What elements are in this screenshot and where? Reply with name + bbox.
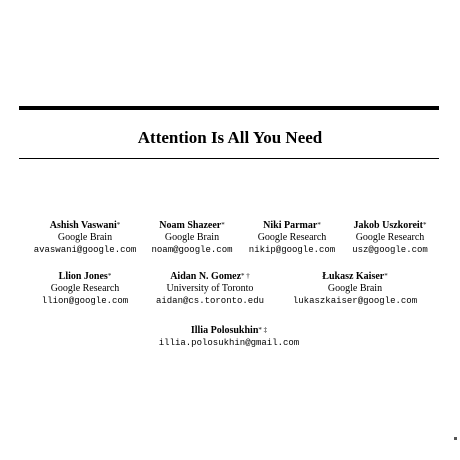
author-email: avaswani@google.com [33, 245, 137, 255]
author-email: llion@google.com [41, 296, 129, 306]
author-name: Ashish Vaswani* [49, 220, 121, 231]
author-affiliation: University of Toronto [166, 283, 254, 294]
author-block-vaswani [34, 220, 137, 256]
author-email: noam@google.com [151, 245, 233, 255]
author-affiliation: Google Brain [57, 232, 113, 243]
author-name: Niki Parmar* [263, 220, 321, 231]
author-block-shazeer [151, 220, 232, 256]
author-block-polosukhin [159, 325, 299, 349]
author-email: nikip@google.com [248, 245, 336, 255]
author-name: Łukasz Kaiser* [322, 271, 388, 282]
author-name: Noam Shazeer* [159, 220, 225, 231]
author-email: aidan@cs.toronto.edu [155, 296, 265, 306]
author-affiliation: Google Research [50, 283, 120, 294]
author-name: Aidan N. Gomez* † [170, 271, 250, 282]
author-name: Jakob Uszkoreit* [353, 220, 427, 231]
author-block-kaiser [293, 271, 417, 307]
author-affiliation: Google Research [355, 232, 425, 243]
author-block-uszkoreit [352, 220, 428, 256]
paper-title: Attention Is All You Need [137, 128, 323, 147]
author-name: Illia Polosukhin* ‡ [190, 325, 268, 336]
author-block-gomez [156, 271, 264, 307]
page-corner-mark [454, 437, 457, 440]
author-email: illia.polosukhin@gmail.com [158, 338, 300, 348]
author-block-parmar [249, 220, 335, 256]
title-bottom-rule [19, 158, 439, 159]
author-affiliation: Google Brain [164, 232, 220, 243]
author-email: usz@google.com [352, 245, 428, 255]
author-email: lukaszkaiser@google.com [292, 296, 418, 306]
top-rule [19, 106, 439, 110]
author-affiliation: Google Research [257, 232, 327, 243]
author-block-jones [42, 271, 128, 307]
author-name: Llion Jones* [58, 271, 112, 282]
author-affiliation: Google Brain [327, 283, 383, 294]
